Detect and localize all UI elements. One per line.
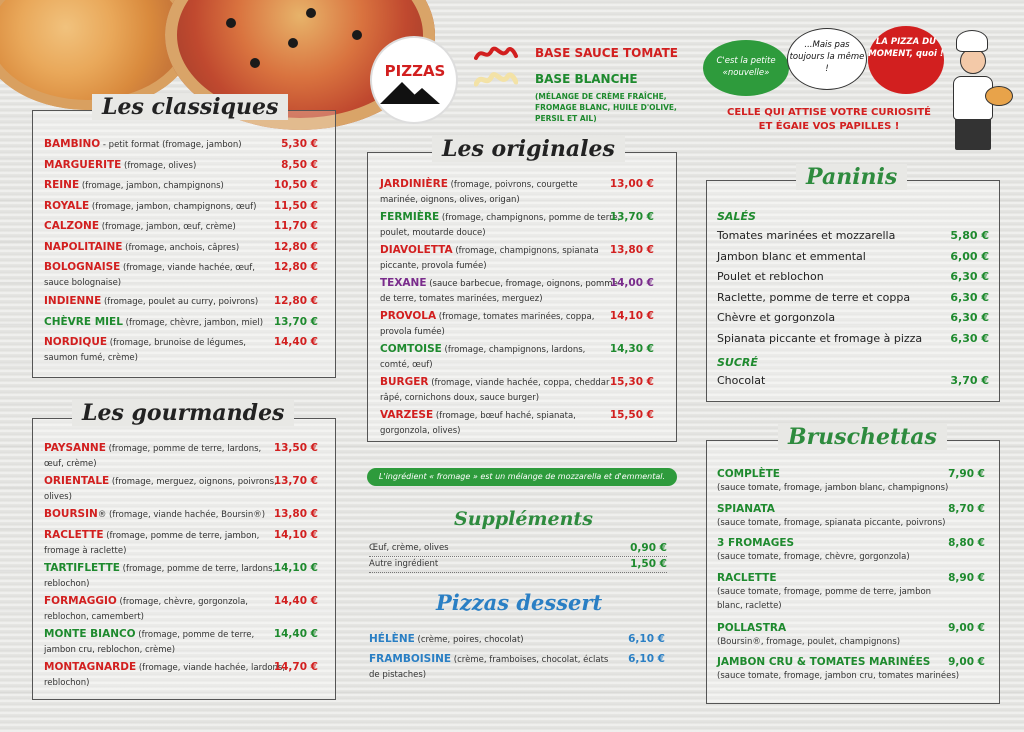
- classiques-item-price: 11,50 €: [273, 199, 318, 212]
- panini-price: 5,80 €: [950, 229, 989, 242]
- originales-item-price: 14,30 €: [609, 343, 654, 355]
- originales-item-desc: (fromage, champignons, pomme de terre,: [439, 213, 621, 223]
- gourmandes-item: [44, 594, 324, 625]
- classiques-item: [44, 158, 324, 174]
- classiques-item-desc-2: sauce bolognaise): [44, 278, 122, 288]
- gourmandes-item: [44, 474, 324, 505]
- bruschetta-price: 7,90 €: [948, 468, 985, 480]
- originales-item-desc: (fromage, bœuf haché, spianata,: [433, 411, 576, 421]
- gourmandes-item-desc-2: reblochon): [44, 578, 90, 589]
- classiques-item-price: 10,50 €: [273, 179, 318, 191]
- tagline-line-1: CELLE QUI ATTISE VOTRE CURIOSITÉ: [727, 107, 931, 118]
- supplement-name: Œuf, crème, olives: [369, 543, 449, 553]
- classiques-item: [44, 219, 324, 235]
- fromage-note: L'ingrédient « fromage » est un mélange de mozzarella et d'emmental.: [367, 468, 677, 486]
- classiques-item: [44, 199, 324, 215]
- classiques-item-price: 5,30 €: [281, 138, 318, 150]
- base-blanche-label: BASE BLANCHE: [535, 72, 638, 86]
- classiques-item-name: BAMBINO: [44, 138, 101, 150]
- bruschetta-name: RACLETTE: [717, 571, 777, 584]
- classiques-item-desc: (fromage, jambon, champignons): [79, 181, 224, 191]
- originales-item: [380, 408, 660, 439]
- panini-name: Poulet et reblochon: [717, 270, 824, 284]
- classiques-item-desc: (fromage, anchois, câpres): [122, 242, 240, 253]
- bruschetta-price: 9,00 €: [948, 621, 985, 634]
- olive-decoration: [352, 30, 362, 40]
- panini-item: [717, 310, 989, 325]
- bruschetta-name: 3 FROMAGES: [717, 537, 795, 549]
- classiques-item-price: 14,40 €: [273, 336, 318, 348]
- supplement-price: 0,90 €: [630, 542, 667, 554]
- supplement-item: [369, 557, 667, 573]
- gourmandes-item-desc: (fromage, pomme de terre,: [135, 629, 255, 640]
- originales-item-name: COMTOISE: [380, 343, 442, 355]
- gourmandes-item-desc: (fromage, viande hachée, lardons,: [136, 662, 286, 673]
- gourmandes-item-name: PAYSANNE: [44, 442, 106, 454]
- classiques-item-name: ROYALE: [44, 199, 90, 212]
- gourmandes-item-price: 13,80 €: [273, 508, 318, 520]
- originales-item-name: VARZESE: [380, 409, 434, 421]
- supplements-title: Suppléments: [454, 508, 593, 530]
- originales-item-price: 15,50 €: [609, 409, 654, 421]
- classiques-title: Les classiques: [92, 94, 288, 120]
- bruschetta-price: 8,90 €: [948, 571, 985, 584]
- paninis-sucre-label: SUCRÉ: [717, 356, 758, 369]
- gourmandes-item: [44, 528, 324, 559]
- classiques-item-desc-2: saumon fumé, crème): [44, 353, 138, 363]
- originales-item-price: 14,00 €: [609, 277, 654, 289]
- gourmandes-item-desc-2: reblochon): [44, 677, 90, 688]
- originales-item-desc-2: provola fumée): [380, 327, 445, 337]
- classiques-item-desc: (fromage, olives): [121, 160, 197, 171]
- bruschetta-desc: (sauce tomate, fromage, chèvre, gorgonzola): [717, 552, 910, 562]
- bruschetta-name: POLLASTRA: [717, 621, 787, 634]
- dessert-item: [369, 632, 675, 648]
- speech-bubble-nouvelle: C'est la petite «nouvelle»: [703, 40, 789, 96]
- panini-item: [717, 290, 989, 305]
- originales-item-desc-2: de terre, tomates marinées, merguez): [380, 294, 543, 304]
- gourmandes-item: [44, 627, 324, 658]
- bruschetta-item: [717, 536, 989, 564]
- gourmandes-item-desc: (fromage, chèvre, gorgonzola,: [116, 596, 249, 607]
- dessert-item-name: FRAMBOISINE: [369, 653, 452, 665]
- classiques-item: [44, 260, 324, 291]
- originales-item-price: 15,30 €: [609, 376, 654, 388]
- originales-item: [380, 243, 660, 274]
- gourmandes-item-desc: (fromage, pomme de terre, lardons,: [119, 563, 276, 574]
- pizzas-logo: [370, 36, 458, 124]
- gourmandes-item-desc-2: œuf, crème): [44, 459, 97, 469]
- olive-decoration: [288, 38, 298, 48]
- base-tomate-label: BASE SAUCE TOMATE: [535, 46, 679, 60]
- classiques-item-price: 8,50 €: [281, 158, 318, 171]
- gourmandes-item-name: BOURSIN: [44, 508, 98, 520]
- bruschetta-desc: (sauce tomate, fromage, jambon cru, tomates marinées): [717, 671, 960, 681]
- panini-price: 6,30 €: [950, 332, 989, 345]
- classiques-item-desc: (fromage, brunoise de légumes,: [107, 338, 247, 348]
- gourmandes-item-desc: (fromage, pomme de terre, jambon,: [103, 530, 260, 541]
- bruschetta-price: 8,80 €: [948, 537, 985, 549]
- chef-hat-icon: [956, 30, 988, 52]
- classiques-item-name: BOLOGNAISE: [44, 261, 121, 273]
- panini-name: Spianata piccante et fromage à pizza: [717, 332, 923, 345]
- gourmandes-item-price: 14,70 €: [273, 660, 318, 673]
- classiques-item-desc: (fromage, jambon, champignons, œuf): [89, 201, 257, 212]
- originales-item-name: DIAVOLETTA: [380, 244, 453, 256]
- classiques-item-name: INDIENNE: [44, 295, 102, 307]
- originales-item: [380, 276, 660, 307]
- originales-item-desc: (fromage, champignons, spianata: [452, 246, 599, 256]
- gourmandes-item-desc: (fromage, merguez, oignons, poivrons,: [109, 477, 277, 487]
- classiques-item-name: NORDIQUE: [44, 336, 108, 348]
- supplement-item: [369, 541, 667, 557]
- bruschetta-desc-2: blanc, raclette): [717, 600, 782, 611]
- classiques-item-price: 13,70 €: [273, 315, 318, 328]
- classiques-item: [44, 335, 324, 366]
- bruschetta-item: [717, 571, 989, 613]
- panini-item: [717, 269, 989, 284]
- classiques-item-desc: (fromage, chèvre, jambon, miel): [122, 317, 264, 328]
- olive-decoration: [226, 18, 236, 28]
- gourmandes-item-desc: (fromage, pomme de terre, lardons,: [105, 444, 262, 454]
- bruschetta-desc: (sauce tomate, fromage, pomme de terre, jambon: [717, 586, 932, 597]
- gourmandes-item-name: MONTAGNARDE: [44, 660, 137, 673]
- dessert-title: Pizzas dessert: [436, 590, 603, 615]
- panini-name: Chèvre et gorgonzola: [717, 311, 836, 325]
- originales-item-price: 13,80 €: [609, 244, 654, 256]
- gourmandes-item-price: 13,50 €: [273, 442, 318, 454]
- originales-item-desc: (sauce barbecue, fromage, oignons, pomme: [426, 279, 618, 289]
- originales-item-name: PROVOLA: [380, 310, 437, 322]
- mountain-icon: [404, 88, 440, 104]
- originales-item-price: 14,10 €: [609, 310, 654, 322]
- gourmandes-item-name: RACLETTE: [44, 528, 104, 541]
- panini-name: Chocolat: [717, 374, 766, 387]
- classiques-item-price: 12,80 €: [273, 240, 318, 253]
- bruschettas-title: Bruschettas: [778, 424, 947, 450]
- classiques-item-name: CALZONE: [44, 220, 100, 232]
- palette-icon: [985, 86, 1013, 106]
- gourmandes-item-price: 14,10 €: [273, 528, 318, 541]
- originales-item-desc-2: comté, œuf): [380, 360, 433, 370]
- bruschetta-name: SPIANATA: [717, 502, 775, 515]
- speech-bubble-mais-pas: ...Mais pas toujours la même !: [787, 28, 867, 90]
- gourmandes-item-desc: ® (fromage, viande hachée, Boursin®): [97, 510, 266, 520]
- gourmandes-item-desc-2: olives): [44, 492, 72, 502]
- originales-item: [380, 177, 660, 208]
- dessert-item: [369, 652, 675, 683]
- classiques-item-name: NAPOLITAINE: [44, 240, 123, 253]
- gourmandes-item-desc-2: fromage à raclette): [44, 545, 127, 556]
- bruschetta-name: COMPLÈTE: [717, 468, 780, 480]
- panini-price: 6,00 €: [950, 249, 989, 263]
- paninis-title: Paninis: [796, 164, 907, 190]
- olive-decoration: [306, 8, 316, 18]
- panini-name: Raclette, pomme de terre et coppa: [717, 290, 911, 304]
- paninis-sales-label: SALÉS: [717, 210, 756, 223]
- bruschetta-item: [717, 621, 989, 649]
- panini-price: 6,30 €: [950, 290, 989, 304]
- classiques-item-desc: - petit format (fromage, jambon): [100, 140, 242, 150]
- originales-item-name: TEXANE: [380, 277, 427, 289]
- panini-item: [717, 228, 989, 243]
- classiques-item-desc: (fromage, jambon, œuf, crème): [99, 222, 236, 232]
- classiques-item-price: 12,80 €: [273, 261, 318, 273]
- gourmandes-item: [44, 561, 324, 592]
- gourmandes-item-price: 14,40 €: [273, 594, 318, 607]
- gourmandes-item-desc-2: jambon cru, reblochon, crème): [44, 644, 176, 655]
- originales-title: Les originales: [432, 136, 625, 162]
- dessert-item-price: 6,10 €: [628, 653, 665, 665]
- classiques-item-name: REINE: [44, 179, 80, 191]
- originales-item-desc: (fromage, poivrons, courgette: [447, 180, 578, 190]
- classiques-item-price: 11,70 €: [273, 220, 318, 232]
- dessert-item-price: 6,10 €: [628, 633, 665, 645]
- panini-price: 3,70 €: [950, 374, 989, 387]
- panini-item: [717, 331, 989, 346]
- classiques-item-desc: (fromage, poulet au curry, poivrons): [101, 297, 259, 307]
- olive-decoration: [250, 58, 260, 68]
- gourmandes-item: [44, 660, 324, 691]
- pizza-du-moment-badge: LA PIZZA DU MOMENT, quoi !: [868, 26, 944, 94]
- originales-item-price: 13,70 €: [609, 211, 654, 223]
- panini-item: [717, 373, 989, 388]
- bruschetta-price: 9,00 €: [948, 656, 985, 668]
- tagline-line-2: ET ÉGAIE VOS PAPILLES !: [758, 121, 900, 132]
- originales-item-desc: (fromage, champignons, lardons,: [441, 345, 586, 355]
- classiques-item: [44, 240, 324, 256]
- gourmandes-item: [44, 441, 324, 472]
- classiques-item: [44, 294, 324, 310]
- gourmandes-title: Les gourmandes: [72, 400, 294, 426]
- gourmandes-item-desc-2: reblochon, camembert): [44, 611, 144, 622]
- classiques-item: [44, 315, 324, 331]
- originales-item: [380, 342, 660, 373]
- bruschetta-desc: (Boursin®, fromage, poulet, champignons): [717, 636, 901, 647]
- gourmandes-item-name: TARTIFLETTE: [44, 561, 120, 574]
- gourmandes-item-price: 13,70 €: [273, 475, 318, 487]
- supplement-name: Autre ingrédient: [369, 559, 439, 569]
- panini-item: [717, 249, 989, 264]
- originales-item-name: FERMIÈRE: [380, 211, 440, 223]
- supplement-price: 1,50 €: [630, 558, 667, 570]
- gourmandes-item-name: ORIENTALE: [44, 475, 110, 487]
- originales-item-desc-2: marinée, oignons, olives, origan): [380, 195, 520, 205]
- classiques-item-desc: (fromage, viande hachée, œuf,: [120, 263, 256, 273]
- gourmandes-item-name: MONTE BIANCO: [44, 627, 136, 640]
- dessert-item-desc: (crème, framboises, chocolat, éclats: [451, 655, 609, 665]
- classiques-item-name: CHÈVRE MIEL: [44, 315, 123, 328]
- originales-item-desc-2: gorgonzola, olives): [380, 426, 461, 436]
- tomato-sauce-swirl-icon: [474, 44, 518, 64]
- classiques-item-price: 12,80 €: [273, 295, 318, 307]
- bruschetta-price: 8,70 €: [948, 502, 985, 515]
- originales-item-desc: (fromage, tomates marinées, coppa,: [436, 312, 595, 322]
- gourmandes-item-price: 14,10 €: [273, 561, 318, 574]
- originales-item: [380, 309, 660, 340]
- bruschetta-desc: (sauce tomate, fromage, spianata piccante, poivrons): [717, 517, 946, 528]
- originales-item-desc: (fromage, viande hachée, coppa, cheddar: [428, 378, 610, 388]
- panini-price: 6,30 €: [950, 311, 989, 325]
- pizzas-logo-label: PIZZAS: [384, 62, 446, 80]
- originales-item-desc-2: poulet, moutarde douce): [380, 228, 486, 238]
- panini-name: Tomates marinées et mozzarella: [717, 229, 896, 242]
- panini-name: Jambon blanc et emmental: [717, 249, 866, 263]
- classiques-item: [44, 178, 324, 194]
- bruschetta-item: [717, 467, 989, 495]
- dessert-item-name: HÉLÈNE: [369, 633, 415, 645]
- base-blanche-desc: (MÉLANGE DE CRÈME FRAÎCHE, FROMAGE BLANC, HUILE D'OLIVE, PERSIL ET AIL): [535, 92, 677, 123]
- dessert-item-desc-2: de pistaches): [369, 670, 427, 680]
- originales-item-name: JARDINIÈRE: [380, 178, 448, 190]
- gourmandes-item-name: FORMAGGIO: [44, 594, 117, 607]
- dessert-item-desc: (crème, poires, chocolat): [414, 635, 524, 645]
- chef-illustration: [955, 118, 991, 150]
- originales-item: [380, 210, 660, 241]
- panini-price: 6,30 €: [950, 270, 989, 284]
- originales-item-price: 13,00 €: [609, 178, 654, 190]
- originales-item: [380, 375, 660, 406]
- originales-item-name: BURGER: [380, 376, 429, 388]
- bruschetta-name: JAMBON CRU & TOMATES MARINÉES: [717, 656, 931, 668]
- gourmandes-item-price: 14,40 €: [273, 627, 318, 640]
- originales-item-desc-2: piccante, provola fumée): [380, 261, 487, 271]
- bruschetta-desc: (sauce tomate, fromage, jambon blanc, champignons): [717, 483, 949, 493]
- originales-item-desc-2: râpé, cornichons doux, sauce burger): [380, 393, 540, 403]
- white-sauce-swirl-icon: [474, 70, 518, 92]
- bruschetta-item: [717, 655, 989, 683]
- classiques-item-name: MARGUERITE: [44, 158, 122, 171]
- classiques-item: [44, 137, 324, 153]
- bruschetta-item: [717, 502, 989, 530]
- gourmandes-item: [44, 507, 324, 523]
